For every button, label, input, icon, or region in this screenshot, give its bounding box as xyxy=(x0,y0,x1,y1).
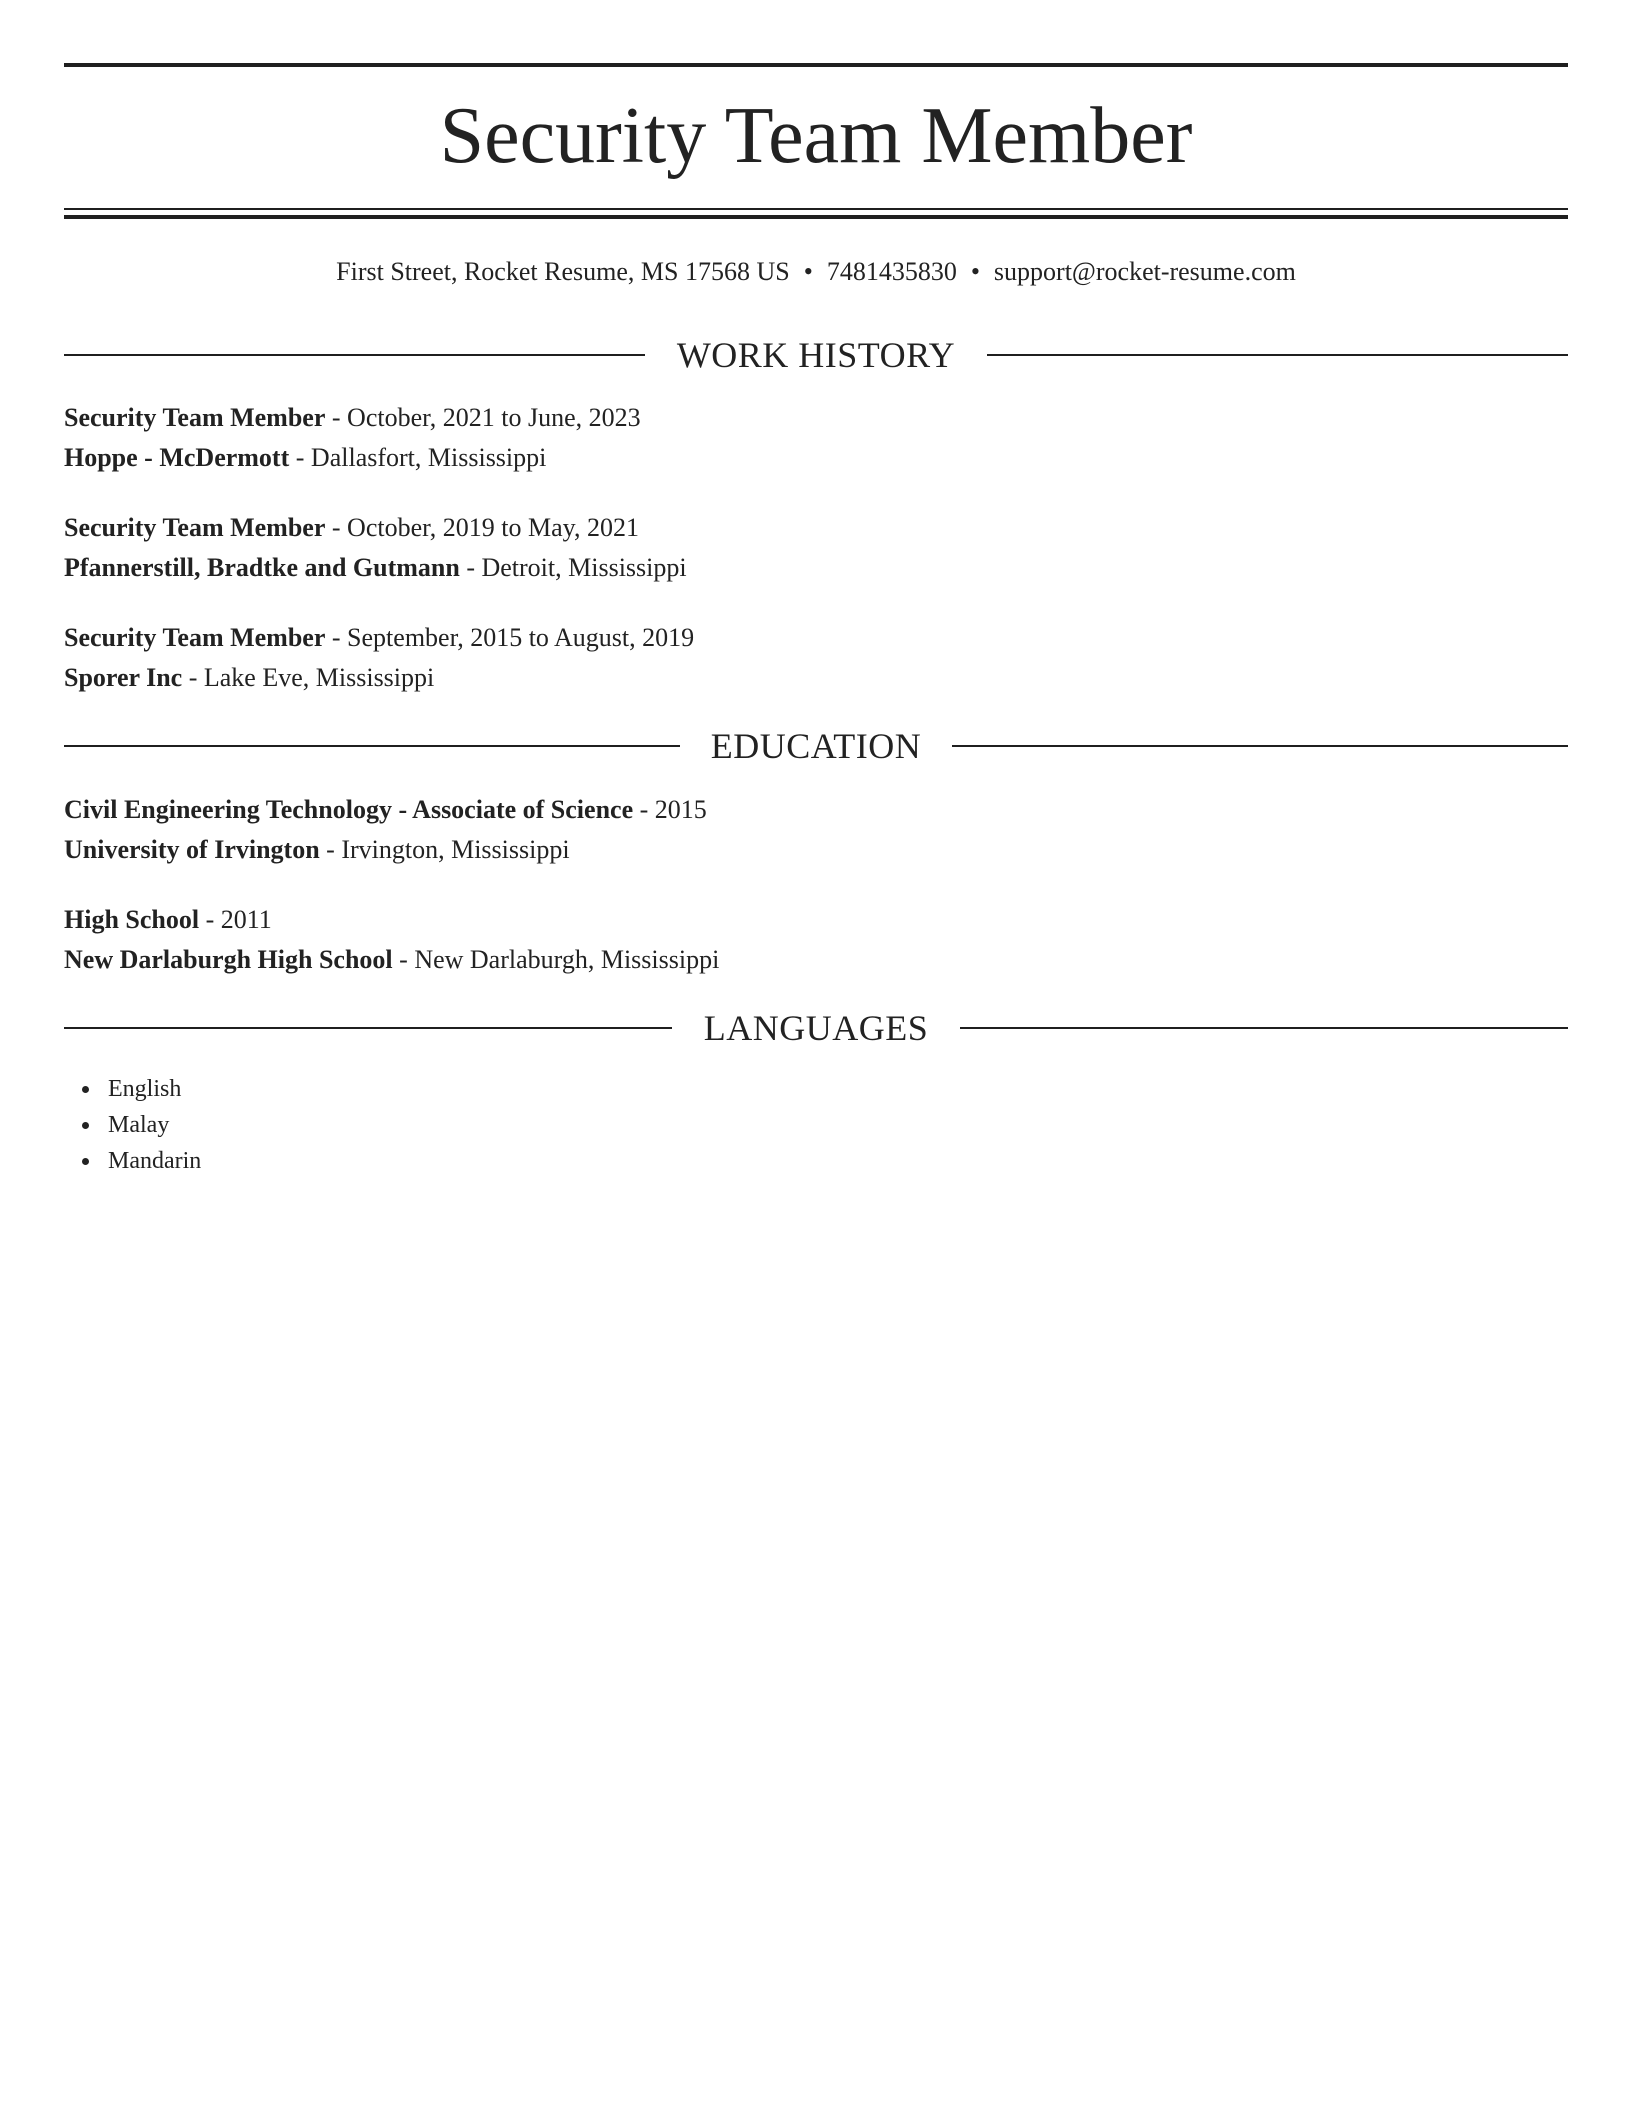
title-rule-thick xyxy=(64,215,1568,219)
work-company: Sporer Inc xyxy=(64,663,183,692)
education-location: - Irvington, Mississippi xyxy=(319,835,570,864)
section-header-work-history xyxy=(64,333,1568,377)
language-name: English xyxy=(108,1076,182,1102)
contact-separator: • xyxy=(970,257,980,286)
contact-address: First Street, Rocket Resume, MS 17568 US xyxy=(336,257,790,286)
work-role: Security Team Member xyxy=(64,513,326,542)
contact-line xyxy=(64,252,1568,292)
education-entry-school xyxy=(64,940,1568,980)
bullet-icon xyxy=(82,1158,89,1165)
section-title-education: EDUCATION xyxy=(710,726,922,766)
section-title-work-history: WORK HISTORY xyxy=(676,335,956,375)
work-dates: - October, 2021 to June, 2023 xyxy=(325,403,641,432)
bullet-icon xyxy=(82,1122,89,1129)
work-role: Security Team Member xyxy=(64,623,326,652)
contact-phone: 7481435830 xyxy=(826,257,957,286)
work-entry-company xyxy=(64,548,1568,588)
section-header-education xyxy=(64,724,1568,768)
resume-page xyxy=(64,0,1568,2112)
education-school: New Darlaburgh High School xyxy=(64,945,393,974)
language-item xyxy=(108,1071,201,1107)
education-entry-title xyxy=(64,900,1568,940)
education-year: - 2011 xyxy=(199,905,272,934)
work-entry-title xyxy=(64,618,1568,658)
language-item xyxy=(108,1107,201,1143)
education-year: - 2015 xyxy=(633,795,707,824)
work-entry-title xyxy=(64,398,1568,438)
work-entry-title xyxy=(64,508,1568,548)
work-location: - Detroit, Mississippi xyxy=(459,553,687,582)
top-rule xyxy=(64,63,1568,67)
education-degree: High School xyxy=(64,905,200,934)
work-role: Security Team Member xyxy=(64,403,326,432)
education-entry-title xyxy=(64,790,1568,830)
language-name: Malay xyxy=(108,1112,170,1138)
contact-separator: • xyxy=(803,257,813,286)
contact-email: support@rocket-resume.com xyxy=(993,257,1296,286)
education-entry-school xyxy=(64,830,1568,870)
resume-title: Security Team Member xyxy=(439,92,1193,180)
work-company: Pfannerstill, Bradtke and Gutmann xyxy=(64,553,460,582)
education-location: - New Darlaburgh, Mississippi xyxy=(392,945,720,974)
language-item xyxy=(108,1143,201,1179)
languages-list xyxy=(64,1071,201,1179)
section-header-languages xyxy=(64,1006,1568,1050)
work-entry-company xyxy=(64,438,1568,478)
education-school: University of Irvington xyxy=(64,835,320,864)
education-degree: Civil Engineering Technology - Associate of Science xyxy=(64,795,634,824)
bullet-icon xyxy=(82,1086,89,1093)
work-dates: - October, 2019 to May, 2021 xyxy=(325,513,639,542)
work-dates: - September, 2015 to August, 2019 xyxy=(325,623,695,652)
language-name: Mandarin xyxy=(108,1148,202,1174)
work-location: - Lake Eve, Mississippi xyxy=(182,663,435,692)
section-title-languages: LANGUAGES xyxy=(703,1008,929,1048)
work-entry-company xyxy=(64,658,1568,698)
work-location: - Dallasfort, Mississippi xyxy=(289,443,547,472)
title-rule-thin xyxy=(64,208,1568,210)
work-company: Hoppe - McDermott xyxy=(64,443,290,472)
